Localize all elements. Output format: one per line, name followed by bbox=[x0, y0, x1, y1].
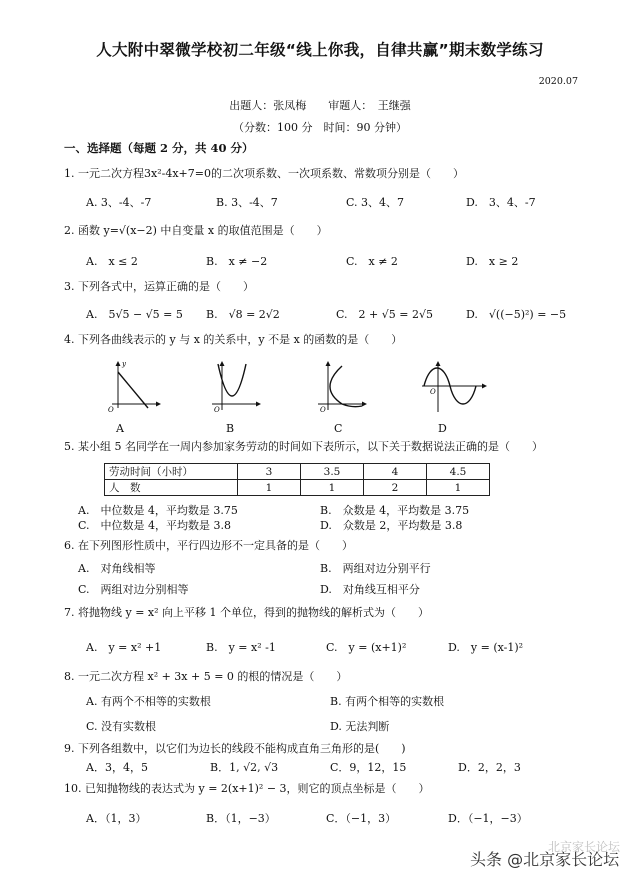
question-7-stem: 7. 将抛物线 y = x² 向上平移 1 个单位，得到的抛物线的解析式为（ ） bbox=[64, 606, 430, 619]
q6-option-b[interactable]: B. 两组对边分别平行 bbox=[320, 562, 431, 575]
question-6-stem: 6. 在下列图形性质中，平行四边形不一定具备的是（ ） bbox=[64, 539, 353, 552]
q3-option-a[interactable]: A. 5√5 − √5 = 5 bbox=[86, 308, 183, 321]
q5-option-b[interactable]: B. 众数是 4，平均数是 3.75 bbox=[320, 504, 470, 517]
q10-option-b[interactable]: B．（1，−3） bbox=[206, 812, 276, 825]
q2-option-b[interactable]: B. x ≠ −2 bbox=[206, 255, 268, 268]
q9-option-a[interactable]: A．3，4，5 bbox=[86, 761, 148, 774]
table-cell: 3.5 bbox=[301, 464, 364, 480]
table-header-cell: 人 数 bbox=[105, 480, 238, 496]
q2-option-d[interactable]: D. x ≥ 2 bbox=[466, 255, 519, 268]
table-header-cell: 劳动时间（小时） bbox=[105, 464, 238, 480]
question-1-stem: 1. 一元二次方程3x²-4x+7=0的二次项系数、一次项系数、常数项分别是（ ） bbox=[64, 167, 464, 180]
score-time-line: （分数：100 分 时间：90 分钟） bbox=[233, 121, 407, 134]
q4-option-b[interactable]: B bbox=[226, 422, 235, 435]
question-3-stem: 3. 下列各式中，运算正确的是（ ） bbox=[64, 280, 254, 293]
watermark-text: 头条 @北京家长论坛 bbox=[470, 850, 620, 869]
graph-d[interactable] bbox=[422, 362, 486, 412]
q3-option-c[interactable]: C. 2 + √5 = 2√5 bbox=[336, 308, 433, 321]
q8-option-d[interactable]: D. 无法判断 bbox=[330, 720, 390, 733]
q10-option-d[interactable]: D．（−1，−3） bbox=[448, 812, 528, 825]
svg-text:O: O bbox=[320, 406, 326, 414]
svg-text:O: O bbox=[108, 406, 114, 414]
q10-option-a[interactable]: A．（1，3） bbox=[86, 812, 147, 825]
exam-date: 2020.07 bbox=[538, 76, 578, 87]
q1-option-d[interactable]: D. 3、4、-7 bbox=[466, 196, 536, 209]
q7-option-c[interactable]: C. y = (x+1)² bbox=[326, 641, 407, 654]
table-cell: 1 bbox=[301, 480, 364, 496]
q4-option-c[interactable]: C bbox=[334, 422, 343, 435]
graph-a[interactable] bbox=[108, 360, 160, 414]
table-row bbox=[105, 480, 490, 496]
author-line: 出题人：张凤梅 审题人： 王继强 bbox=[229, 99, 411, 112]
table-cell: 1 bbox=[427, 480, 490, 496]
question-8-stem: 8. 一元二次方程 x² + 3x + 5 = 0 的根的情况是（ ） bbox=[64, 670, 348, 683]
q1-option-b[interactable]: B. 3、-4、7 bbox=[216, 196, 278, 209]
svg-text:O: O bbox=[430, 388, 436, 396]
q6-option-c[interactable]: C. 两组对边分别相等 bbox=[78, 583, 189, 596]
svg-text:y: y bbox=[122, 360, 126, 368]
question-10-stem: 10. 已知抛物线的表达式为 y = 2(x+1)² − 3，则它的顶点坐标是（ ） bbox=[64, 782, 430, 795]
q7-option-b[interactable]: B. y = x² -1 bbox=[206, 641, 276, 654]
table-row bbox=[105, 464, 490, 480]
q4-option-d[interactable]: D bbox=[438, 422, 447, 435]
q3-option-d[interactable]: D. √((−5)²) = −5 bbox=[466, 308, 567, 321]
q2-option-a[interactable]: A. x ≤ 2 bbox=[86, 255, 138, 268]
q5-data-table bbox=[104, 463, 490, 496]
q3-option-b[interactable]: B. √8 = 2√2 bbox=[206, 308, 280, 321]
q1-option-c[interactable]: C. 3、4、7 bbox=[346, 196, 405, 209]
q8-option-c[interactable]: C. 没有实数根 bbox=[86, 720, 157, 733]
q7-option-a[interactable]: A. y = x² +1 bbox=[86, 641, 162, 654]
graph-b[interactable] bbox=[212, 362, 260, 414]
q9-option-b[interactable]: B．1, √2, √3 bbox=[210, 761, 279, 774]
section-heading: 一、选择题（每题 2 分，共 40 分） bbox=[64, 141, 254, 155]
table-cell: 1 bbox=[238, 480, 301, 496]
q9-option-c[interactable]: C．9，12，15 bbox=[330, 761, 407, 774]
q6-option-a[interactable]: A. 对角线相等 bbox=[78, 562, 156, 575]
question-2-stem: 2. 函数 y=√(x−2) 中自变量 x 的取值范围是（ ） bbox=[64, 224, 328, 237]
table-cell: 3 bbox=[238, 464, 301, 480]
question-5-stem: 5. 某小组 5 名同学在一周内参加家务劳动的时间如下表所示，以下关于数据说法正确的是（ ） bbox=[64, 440, 543, 453]
q5-option-d[interactable]: D. 众数是 2，平均数是 3.8 bbox=[320, 519, 463, 532]
q8-option-a[interactable]: A. 有两个不相等的实数根 bbox=[86, 695, 211, 708]
q2-option-c[interactable]: C. x ≠ 2 bbox=[346, 255, 398, 268]
question-4-stem: 4. 下列各曲线表示的 y 与 x 的关系中，y 不是 x 的函数的是（ ） bbox=[64, 333, 403, 346]
table-cell: 4 bbox=[364, 464, 427, 480]
question-9-stem: 9. 下列各组数中，以它们为边长的线段不能构成直角三角形的是( ) bbox=[64, 742, 406, 755]
q7-option-d[interactable]: D. y = (x-1)² bbox=[448, 641, 524, 654]
q4-graphs bbox=[104, 358, 504, 416]
faint-watermark: 北京家长论坛 bbox=[548, 840, 621, 854]
q8-option-b[interactable]: B. 有两个相等的实数根 bbox=[330, 695, 445, 708]
q1-option-a[interactable]: A. 3、-4、-7 bbox=[86, 196, 152, 209]
table-cell: 2 bbox=[364, 480, 427, 496]
page-title: 人大附中翠微学校初二年级“线上你我，自律共赢”期末数学练习 bbox=[96, 41, 544, 59]
graph-c[interactable] bbox=[318, 362, 366, 414]
q4-option-a[interactable]: A bbox=[116, 422, 124, 435]
q9-option-d[interactable]: D．2，2，3 bbox=[458, 761, 521, 774]
q6-option-d[interactable]: D. 对角线互相平分 bbox=[320, 583, 420, 596]
table-cell: 4.5 bbox=[427, 464, 490, 480]
q5-option-a[interactable]: A. 中位数是 4，平均数是 3.75 bbox=[78, 504, 238, 517]
svg-text:O: O bbox=[214, 406, 220, 414]
q10-option-c[interactable]: C．（−1，3） bbox=[326, 812, 397, 825]
q5-option-c[interactable]: C. 中位数是 4，平均数是 3.8 bbox=[78, 519, 232, 532]
